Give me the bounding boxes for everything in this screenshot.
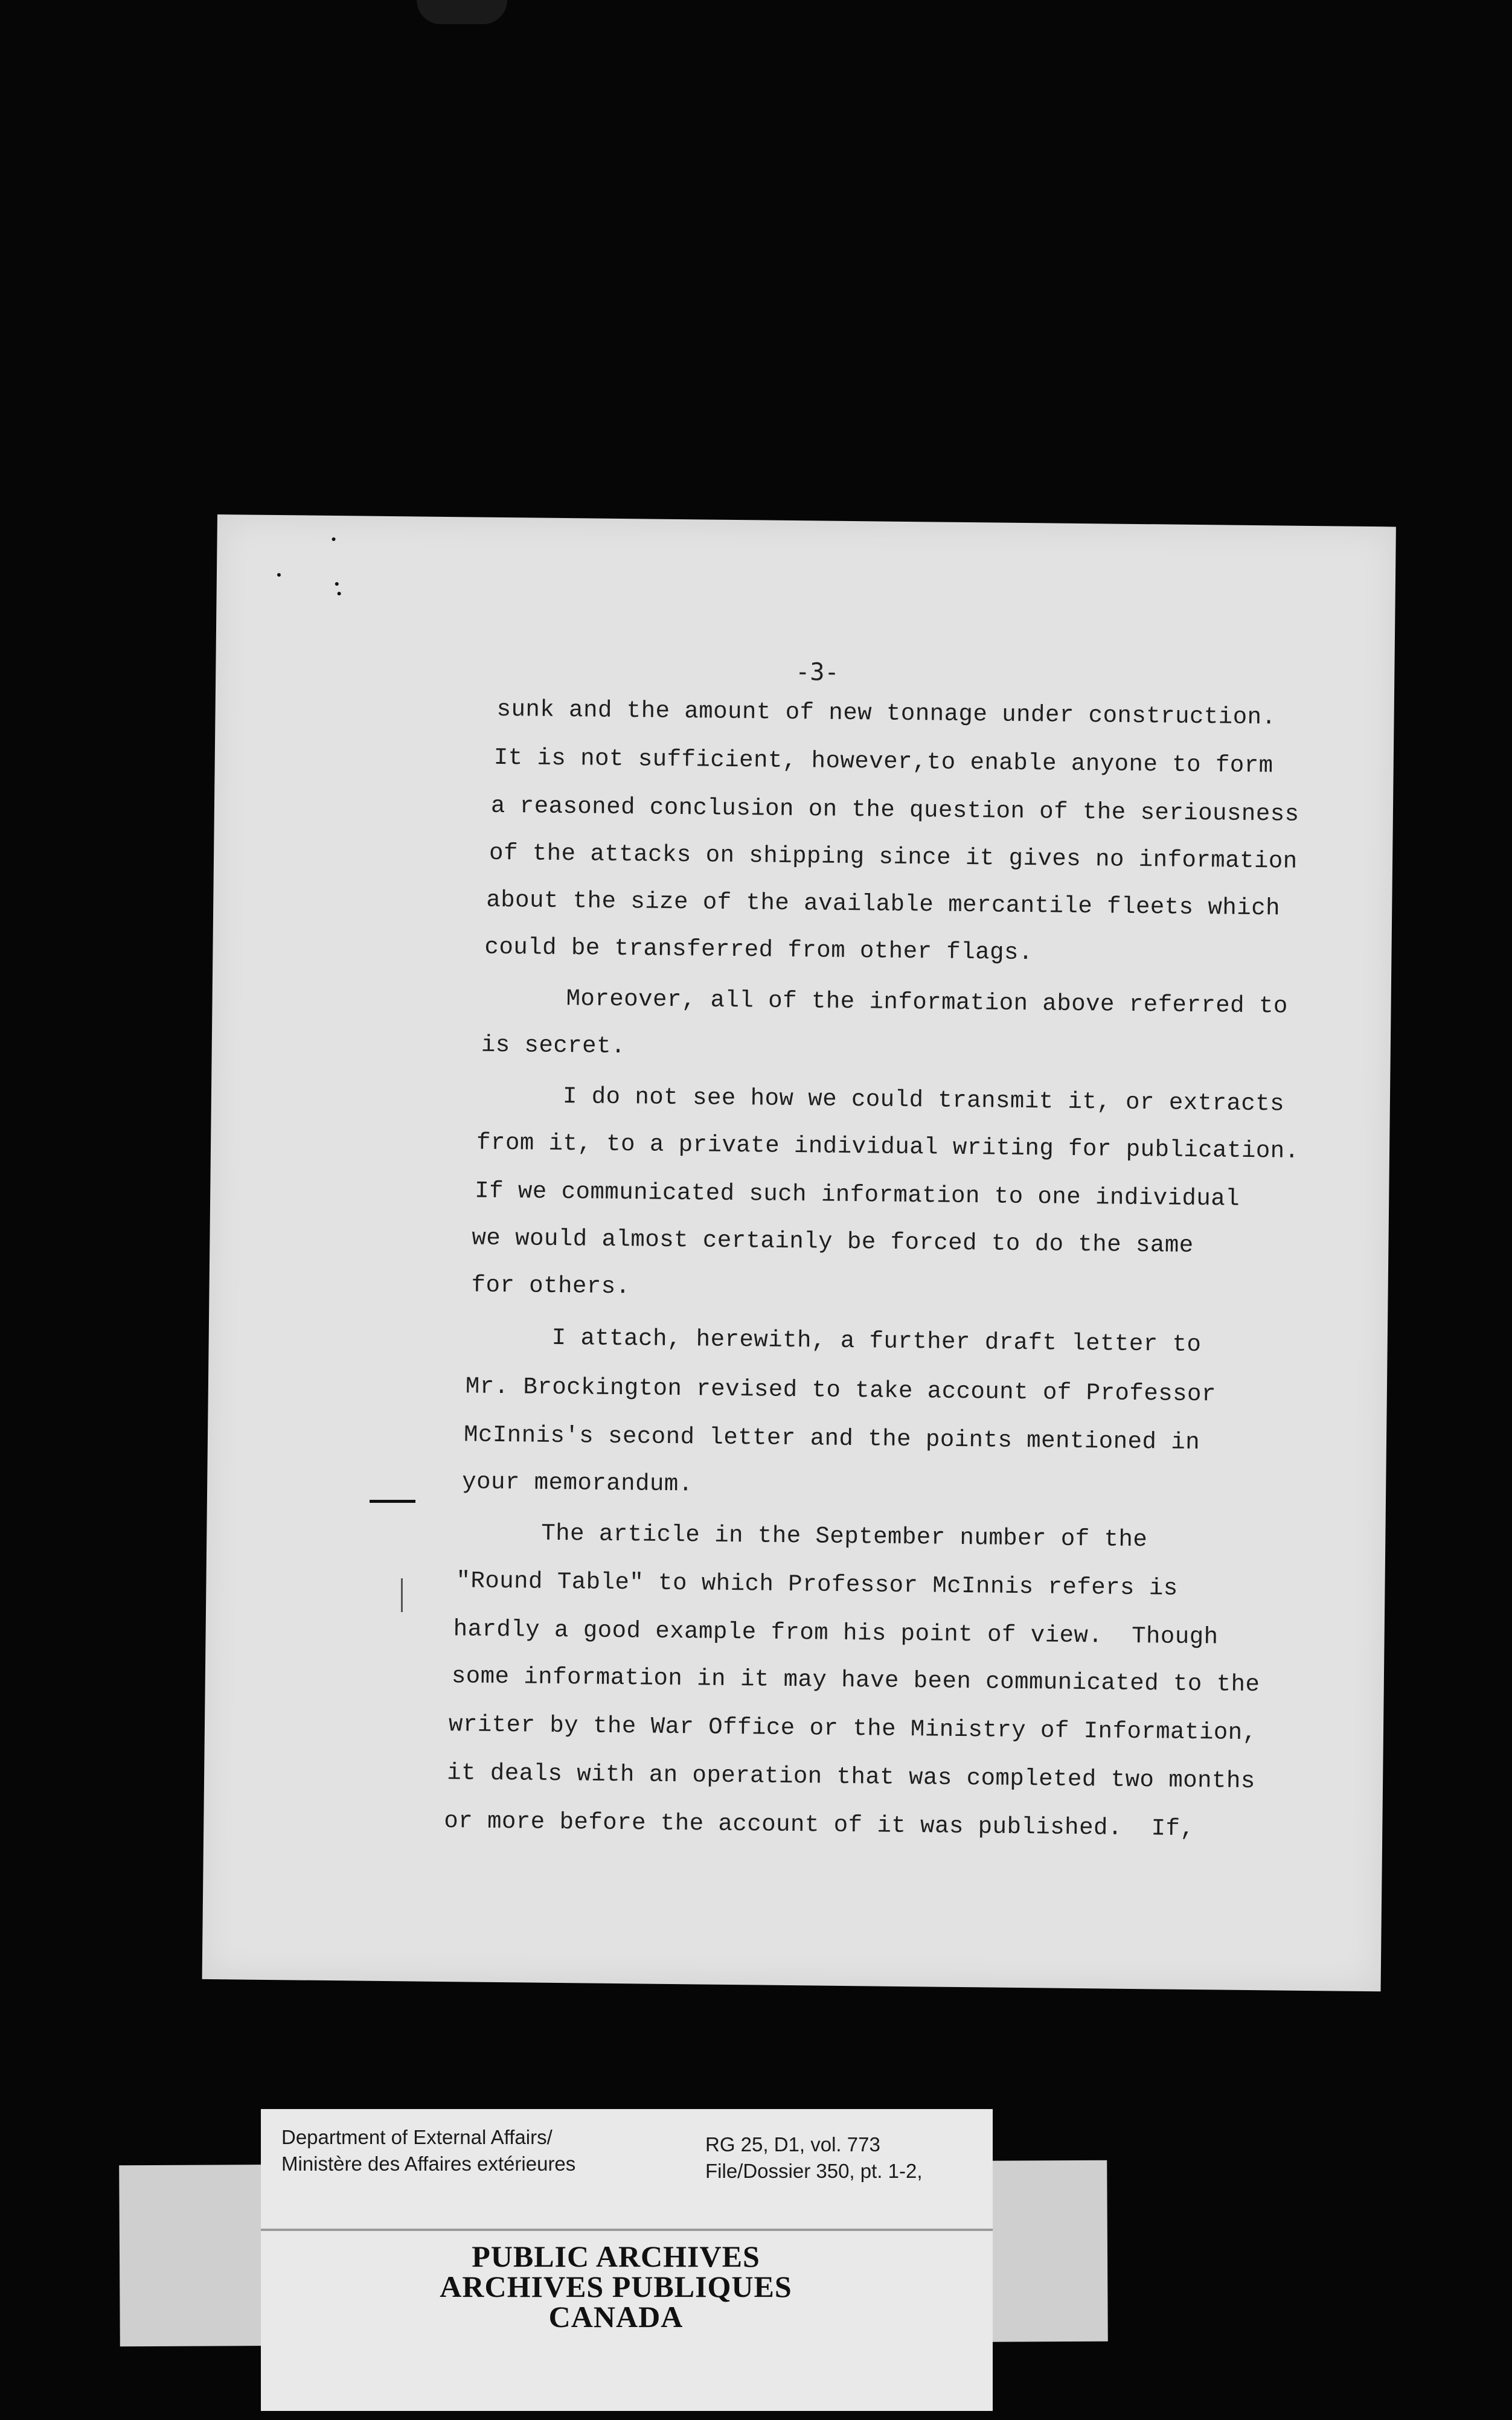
text-line: The article in the September number of the xyxy=(541,1520,1148,1554)
text-line: a reasoned conclusion on the question of the seriousness xyxy=(490,792,1299,828)
text-line: writer by the War Office or the Ministry of Information, xyxy=(448,1711,1257,1747)
text-line: of the attacks on shipping since it gives no information xyxy=(489,839,1298,875)
speck xyxy=(335,582,339,586)
text-line: your memorandum. xyxy=(462,1468,693,1498)
speck xyxy=(277,573,281,577)
margin-mark xyxy=(370,1500,415,1503)
text-line: is secret. xyxy=(481,1031,626,1060)
text-line: Mr. Brockington revised to take account of Professor xyxy=(465,1373,1217,1408)
text-line: from it, to a private individual writing for publication. xyxy=(476,1129,1299,1165)
stamp-line: ARCHIVES PUBLIQUES xyxy=(440,2270,792,2303)
public-archives-stamp xyxy=(338,2241,894,2332)
text-line: sunk and the amount of new tonnage under construction. xyxy=(496,696,1277,731)
film-mark xyxy=(417,0,507,24)
stamp-line: CANADA xyxy=(548,2300,684,2334)
typed-page xyxy=(202,514,1396,1991)
letter-body xyxy=(217,514,1396,1843)
text-line: I attach, herewith, a further draft letter to xyxy=(551,1324,1202,1359)
text-line: If we communicated such information to one individual xyxy=(475,1177,1240,1212)
file-reference: File/Dossier 350, pt. 1-2, xyxy=(705,2160,923,2182)
text-line: for others. xyxy=(471,1272,630,1301)
text-line: it deals with an operation that was completed two months xyxy=(446,1759,1255,1795)
text-line: "Round Table" to which Professor McInnis refers is xyxy=(456,1567,1178,1602)
margin-mark xyxy=(401,1578,403,1612)
text-line: I do not see how we could transmit it, or extracts xyxy=(562,1083,1285,1118)
department-en: Department of External Affairs/ xyxy=(281,2126,553,2148)
text-line: hardly a good example from his point of view. Though xyxy=(453,1616,1219,1651)
text-line: could be transferred from other flags. xyxy=(484,933,1034,967)
text-line: It is not sufficient, however,to enable anyone to form xyxy=(493,744,1273,779)
text-line: McInnis's second letter and the points mentioned in xyxy=(463,1421,1200,1456)
text-line: about the size of the available mercantile fleets which xyxy=(486,886,1281,922)
text-line: Moreover, all of the information above referred to xyxy=(566,985,1289,1020)
department-fr: Ministère des Affaires extérieures xyxy=(281,2153,576,2175)
speck xyxy=(332,537,336,541)
record-group-reference: RG 25, D1, vol. 773 xyxy=(705,2133,880,2156)
text-line: or more before the account of it was published. If, xyxy=(444,1808,1195,1843)
text-line: we would almost certainly be forced to do the same xyxy=(472,1224,1194,1259)
page-number: -3- xyxy=(795,658,839,687)
text-line: some information in it may have been communicated to the xyxy=(451,1663,1260,1698)
speck xyxy=(338,592,341,595)
stamp-line: PUBLIC ARCHIVES xyxy=(472,2239,760,2273)
